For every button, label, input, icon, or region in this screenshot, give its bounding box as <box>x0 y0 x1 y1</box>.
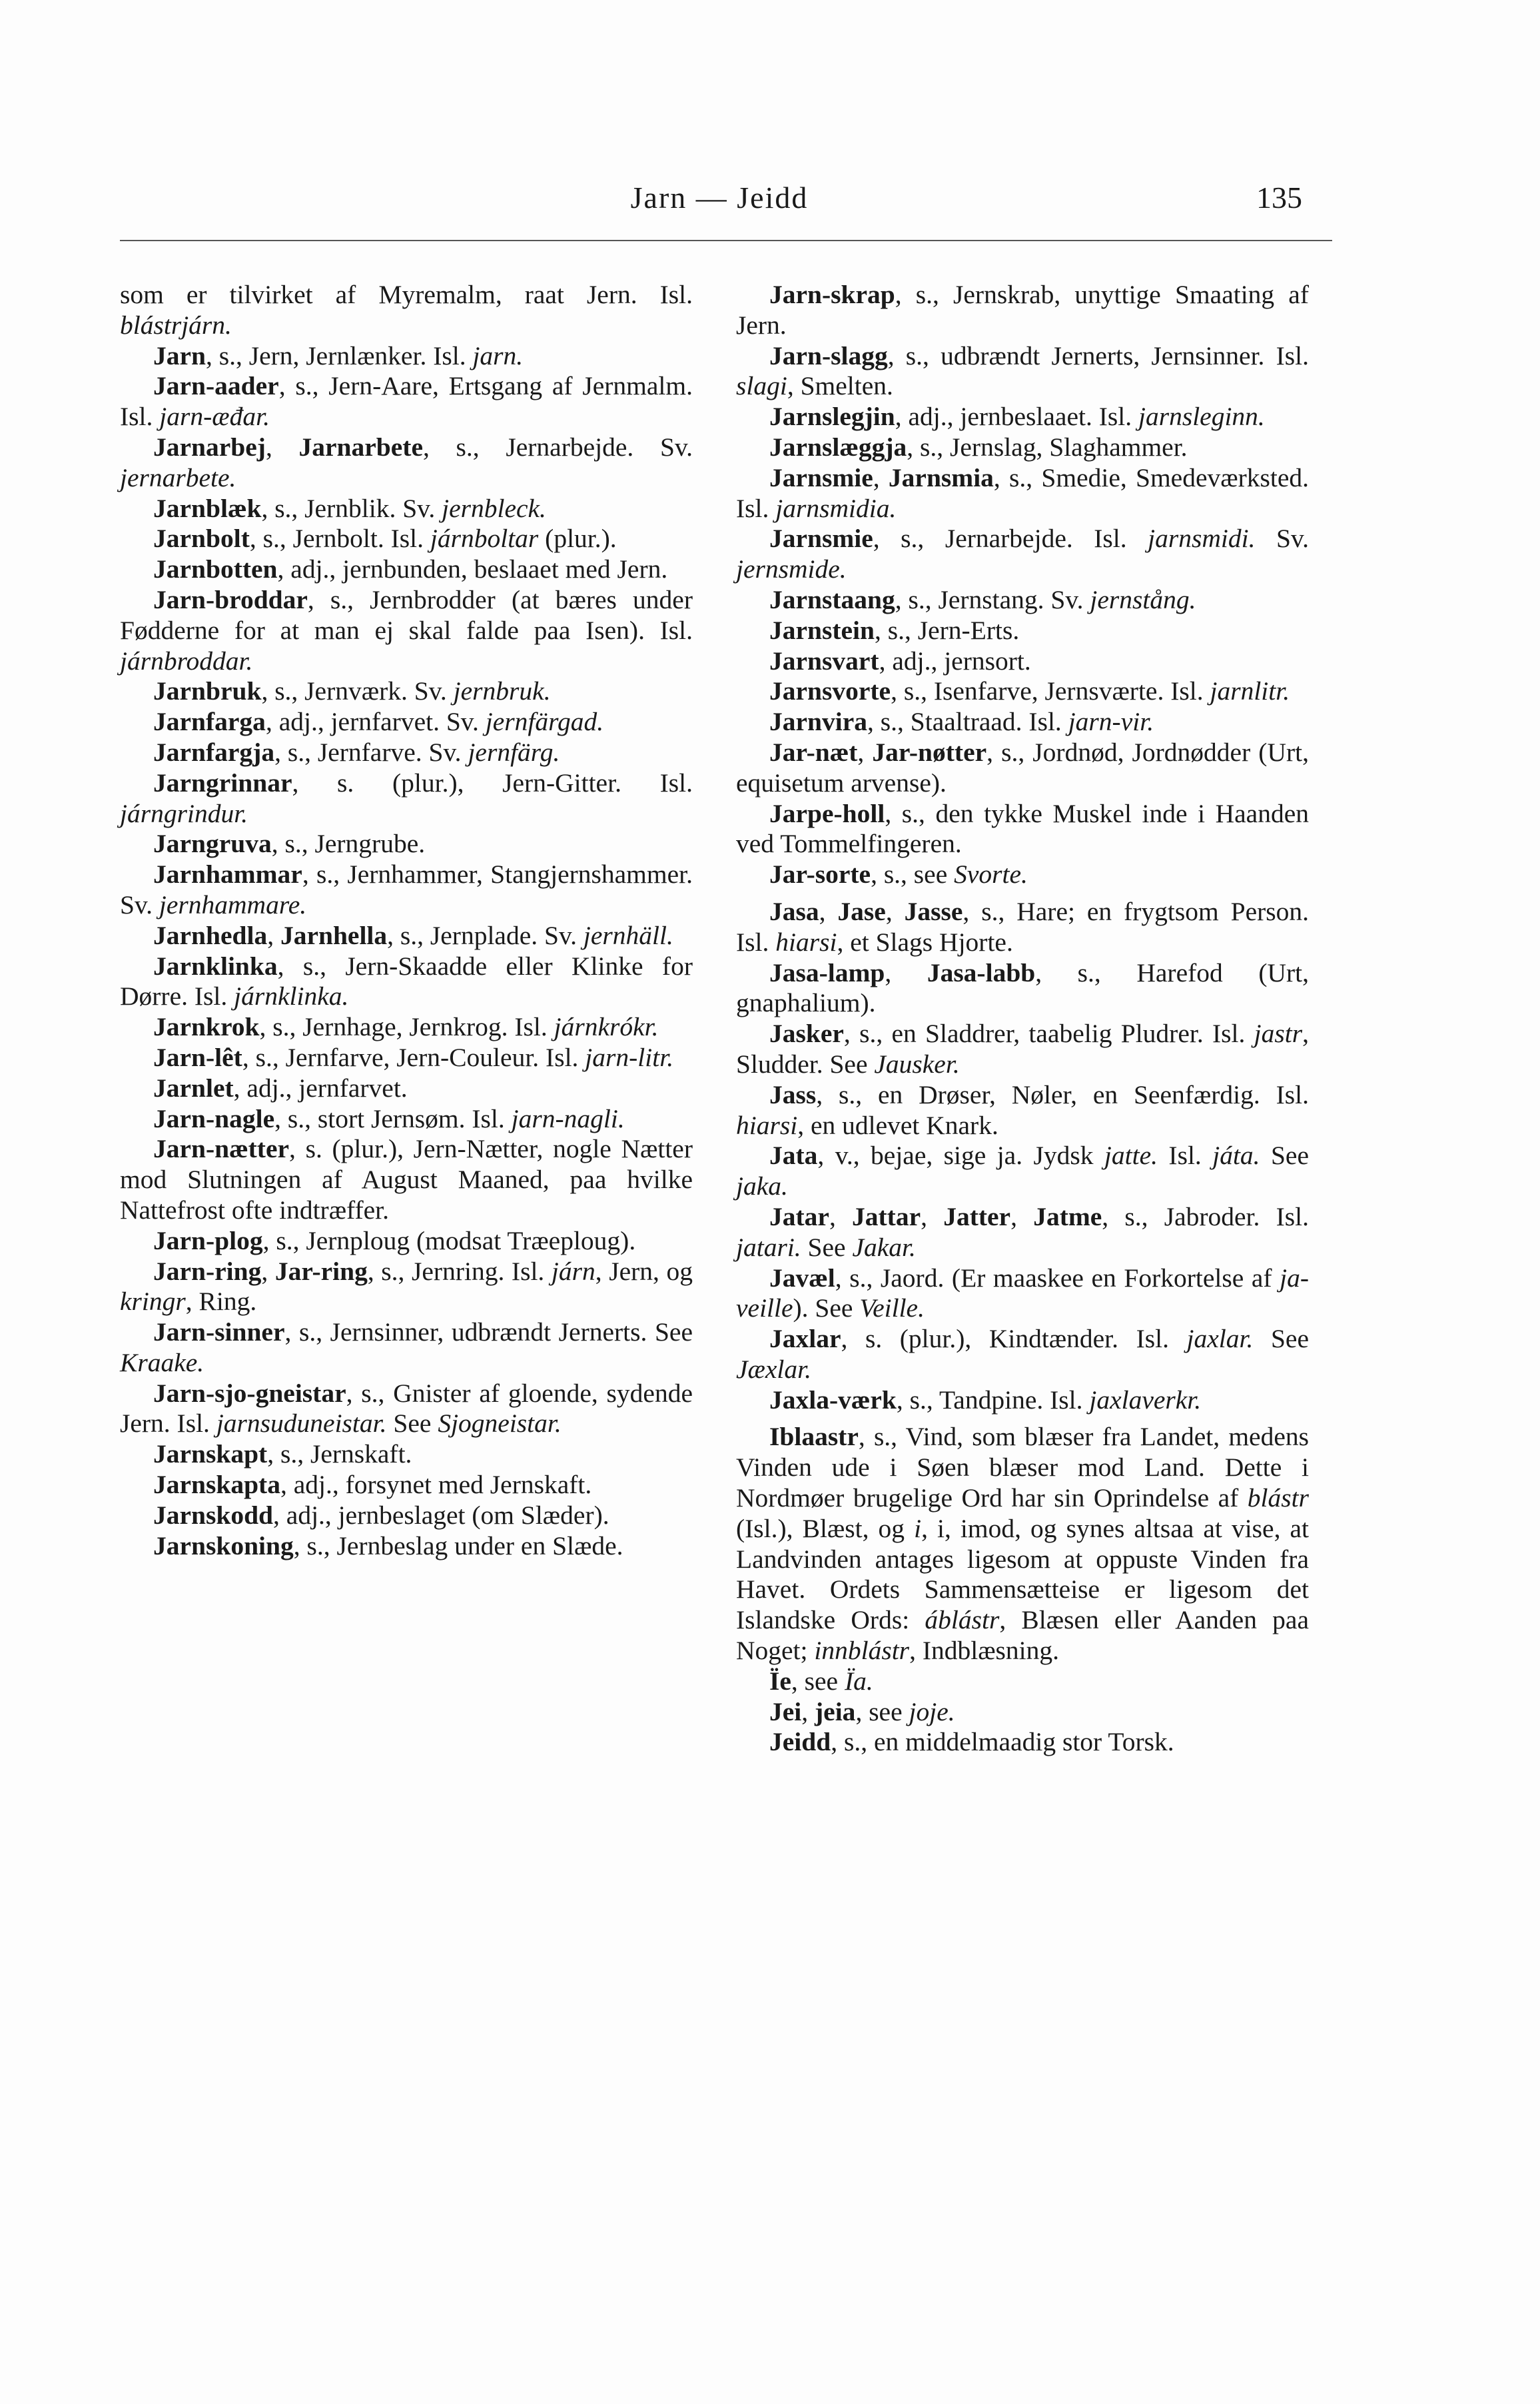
dictionary-entry <box>120 1501 693 1531</box>
entry-text: , s., den tykke Muskel inde i Haanden ved Tommelfingeren. <box>736 798 1309 859</box>
italic-term: járnklinka. <box>234 981 349 1011</box>
entry-text: , s. (plur.), Kindtænder. Isl. <box>841 1324 1187 1354</box>
entry-text: , s., en Sladdrer, taabelig Pludrer. Isl. <box>843 1019 1254 1049</box>
italic-term: blástr <box>1247 1483 1309 1513</box>
dictionary-entry <box>736 524 1309 585</box>
entry-text: , s., Jaord. (Er maaskee en Forkortelse af <box>835 1263 1280 1293</box>
headword: Jaxlar <box>769 1324 841 1354</box>
headword: Jarnskodd <box>153 1500 274 1530</box>
headword: Jarngrinnar <box>153 768 292 798</box>
entry-text: , <box>265 432 299 462</box>
entry-text: See <box>1253 1324 1309 1354</box>
headword: Jarpe-holl <box>769 798 885 828</box>
headword: Jarnstaang <box>769 584 895 614</box>
dictionary-entry <box>736 341 1309 402</box>
dictionary-entry <box>736 860 1309 890</box>
entry-text: , s., Jernfarve, Jern-Couleur. Isl. <box>242 1042 585 1072</box>
entry-text: , see <box>791 1666 845 1696</box>
italic-term: jernbleck. <box>442 493 546 523</box>
dictionary-entry <box>120 280 693 341</box>
header-rule <box>120 240 1332 241</box>
headword: Jarnstein <box>769 615 875 645</box>
headword: Jei <box>769 1696 802 1726</box>
entry-text: , s., Jernstang. Sv. <box>895 584 1090 614</box>
entry-text: , en udlevet Knark. <box>797 1110 998 1140</box>
dictionary-entry <box>736 1202 1309 1263</box>
entry-text: , s., Vind, som blæser fra Landet, medens Vinden ude i Søen blæser mod Land. Dette i Nordmøer brugelige Ord har sin Oprindelse af <box>736 1422 1309 1513</box>
entry-text: , s., Isenfarve, Jernsværte. Isl. <box>891 676 1210 706</box>
entry-text: Isl. <box>1158 1141 1213 1171</box>
italic-term: slagi <box>736 371 787 401</box>
headword: Jarnlet <box>153 1073 234 1103</box>
headword: Jarn-sjo-gneistar <box>153 1378 346 1408</box>
dictionary-entry <box>120 585 693 676</box>
dictionary-entry <box>120 1073 693 1104</box>
italic-term: Ïa. <box>844 1666 873 1696</box>
entry-text: , s., Jernring. Isl. <box>367 1256 552 1286</box>
dictionary-entry <box>120 1043 693 1073</box>
italic-term: Kraake. <box>120 1347 204 1377</box>
entry-text: , s., Staaltraad. Isl. <box>867 707 1068 737</box>
italic-term: joje. <box>909 1696 955 1726</box>
headword: Jarnsvorte <box>769 676 891 706</box>
entry-text: , s., Jernhammer, Stangjernshammer. Sv. <box>120 860 693 919</box>
italic-term: blástrjárn. <box>120 310 232 340</box>
entry-text: , s., en middelmaadig stor Torsk. <box>831 1727 1174 1757</box>
dictionary-entry <box>736 402 1309 432</box>
italic-term: jarnlitr. <box>1210 676 1290 706</box>
dictionary-entry <box>120 1104 693 1135</box>
dictionary-entry <box>120 371 693 432</box>
entry-text: , <box>267 920 280 950</box>
entry-text: , adj., jernfarvet. <box>233 1073 408 1103</box>
entry-text: , adj., jernfarvet. Sv. <box>265 707 486 737</box>
running-title: Jarn — Jeidd <box>630 181 809 215</box>
headword: Jarnbruk <box>153 676 262 706</box>
italic-term: ja-veille <box>736 1263 1309 1323</box>
headword: Jata <box>769 1141 818 1171</box>
headword: Jarn-nætter <box>153 1134 290 1164</box>
dictionary-entry <box>736 1727 1309 1758</box>
headword: Jaxla-værk <box>769 1385 897 1415</box>
headword: Jarnsmie <box>769 462 873 492</box>
dictionary-entry <box>120 554 693 585</box>
italic-term: játa. <box>1212 1141 1260 1171</box>
italic-term: járnboltar <box>430 524 539 554</box>
entry-text: See <box>801 1232 853 1262</box>
dictionary-entry <box>736 958 1309 1019</box>
italic-term: jatte. <box>1104 1141 1158 1171</box>
headword: Javæl <box>769 1263 835 1293</box>
headword: Iblaastr <box>769 1422 859 1452</box>
entry-text: , s., Jernbolt. Isl. <box>249 524 430 554</box>
entry-text: , <box>819 896 838 926</box>
headword: Jarnkrok <box>153 1012 260 1042</box>
entry-text: , s., Jernbrodder (at bæres under Fødderne for at man ej skal falde paa Isen). Isl. <box>120 584 693 645</box>
italic-term: jarn-litr. <box>585 1042 674 1072</box>
italic-term: jarnsmidi. <box>1148 524 1256 554</box>
dictionary-entry <box>736 1422 1309 1666</box>
page-number: 135 <box>1256 181 1302 215</box>
entry-text: See <box>1260 1141 1309 1171</box>
entry-text: ). See <box>793 1293 860 1323</box>
italic-term: jaxlar. <box>1186 1324 1254 1354</box>
entry-text: , s., Jernskrab, unyttige Smaating af Jern. <box>736 280 1309 340</box>
dictionary-entry <box>120 707 693 738</box>
italic-term: jarn. <box>472 340 524 370</box>
entry-text: , s., Jern-Aare, Ertsgang af Jernmalm. Isl. <box>120 371 693 432</box>
headword: Jasa <box>769 896 819 926</box>
headword: Jarn-sinner <box>153 1317 285 1347</box>
entry-text: , adj., jernbunden, beslaaet med Jern. <box>277 554 668 584</box>
dictionary-entry <box>736 280 1309 341</box>
dictionary-entry <box>736 897 1309 958</box>
dictionary-entry <box>736 1385 1309 1416</box>
italic-term: Jausker. <box>874 1049 960 1079</box>
entry-text: , s., Jern-Skaadde eller Klinke for Dørre. Isl. <box>120 951 693 1011</box>
entry-text: , s., Gnister af gloende, sydende Jern. Isl. <box>120 1378 693 1439</box>
dictionary-entry <box>120 1226 693 1257</box>
dictionary-entry <box>120 676 693 707</box>
italic-term: jarn-æđar. <box>159 402 270 432</box>
entry-text: , i, imod, og synes altsaa at vise, at Landvinden antages ligesom at oppuste Vinden fra Havet. Ordets Sammensætteise er ligesom det Islandske Ords: <box>736 1513 1309 1635</box>
entry-text: , <box>921 1201 944 1231</box>
headword: Jarngruva <box>153 829 272 859</box>
entry-text: , <box>829 1201 853 1231</box>
headword: Jarnhammar <box>153 860 302 890</box>
dictionary-entry <box>736 1666 1309 1697</box>
italic-term: jernfärgad. <box>485 707 604 737</box>
dictionary-entry <box>736 1019 1309 1080</box>
italic-term: hiarsi <box>736 1110 798 1140</box>
italic-term: kringr <box>120 1287 186 1317</box>
dictionary-entry <box>120 768 693 830</box>
dictionary-entry <box>736 1263 1309 1325</box>
italic-term: jarnsleginn. <box>1138 402 1265 432</box>
headword: Jeidd <box>769 1727 831 1757</box>
entry-text: , Sludder. See <box>736 1019 1309 1079</box>
dictionary-entry <box>120 1134 693 1225</box>
entry-text: , s., Jernarbejde. Sv. <box>422 432 693 462</box>
entry-text: , s., Tandpine. Isl. <box>896 1385 1090 1415</box>
dictionary-entry <box>120 921 693 951</box>
entry-text: , Smelten. <box>787 371 893 401</box>
entry-text: Sv. <box>1255 524 1310 554</box>
entry-text: , Ring. <box>185 1287 257 1317</box>
entry-text: , s., Jordnød, Jordnødder (Urt, equisetum arvense). <box>736 737 1309 798</box>
headword: Jasa-lamp <box>769 957 885 987</box>
italic-term: jernbruk. <box>453 676 551 706</box>
headword: Jar-ring <box>274 1256 368 1286</box>
entry-text: (plur.). <box>538 524 617 554</box>
dictionary-entry <box>736 463 1309 524</box>
dictionary-entry <box>736 616 1309 646</box>
headword: Jasa-labb <box>927 957 1036 987</box>
dictionary-entry <box>736 646 1309 677</box>
headword: Jatme <box>1033 1201 1102 1231</box>
entry-text: , adj., jernbeslaget (om Slæder). <box>273 1500 609 1530</box>
italic-term: járnbroddar. <box>120 646 253 676</box>
headword: Ïe <box>769 1666 791 1696</box>
headword: Jarnfargja <box>153 737 275 767</box>
headword: Jar-nøtter <box>872 737 987 767</box>
entry-text: , <box>873 462 889 492</box>
italic-term: Jæxlar. <box>736 1354 812 1384</box>
headword: Jass <box>769 1079 817 1109</box>
entry-text: , <box>857 737 873 767</box>
headword: Jarnhedla <box>153 920 268 950</box>
entry-text: , s., Jernhage, Jernkrog. Isl. <box>259 1012 554 1042</box>
italic-term: innblástr <box>814 1636 910 1666</box>
headword: Jarnskapta <box>153 1470 280 1500</box>
italic-term: járn <box>551 1256 595 1286</box>
entry-text: , s., Jernværk. Sv. <box>261 676 454 706</box>
headword: jeia <box>815 1696 856 1726</box>
entry-text: , s., Hare; en frygtsom Person. Isl. <box>736 896 1310 957</box>
dictionary-entry <box>736 738 1309 799</box>
italic-term: i <box>914 1513 922 1543</box>
italic-term: jarnsmidia. <box>775 493 897 523</box>
dictionary-entry <box>120 494 693 524</box>
headword: Jarnklinka <box>153 951 278 981</box>
dictionary-entry <box>120 1531 693 1562</box>
entry-text: , Jern, og <box>595 1256 693 1286</box>
entry-text: som er tilvirket af Myremalm, raat Jern. Isl. <box>120 280 693 309</box>
left-column <box>120 280 693 1561</box>
headword: Jasse <box>904 896 963 926</box>
entry-text: (Isl.), Blæst, og <box>736 1513 915 1543</box>
dictionary-entry <box>736 676 1309 707</box>
entry-text: , s., Jern, Jernlænker. Isl. <box>206 340 473 370</box>
headword: Jarnblæk <box>153 493 262 523</box>
entry-text: , s., Jernblik. Sv. <box>261 493 442 523</box>
headword: Jarn-plog <box>153 1225 263 1255</box>
page-header <box>120 180 1319 233</box>
headword: Jar-sorte <box>769 860 871 890</box>
dictionary-entry <box>736 1324 1309 1385</box>
headword: Jarnhella <box>280 920 388 950</box>
dictionary-entry <box>736 1697 1309 1728</box>
italic-term: jarn-vir. <box>1068 707 1154 737</box>
dictionary-entry <box>120 1257 693 1318</box>
entry-text: , <box>885 896 905 926</box>
dictionary-entry <box>120 1012 693 1043</box>
entry-text: , <box>261 1256 275 1286</box>
dictionary-entry <box>120 1379 693 1440</box>
headword: Jarnbolt <box>153 524 250 554</box>
entry-text: , <box>885 957 927 987</box>
italic-term: jernarbete. <box>120 462 236 492</box>
italic-term: áblástr <box>925 1605 1000 1635</box>
entry-text: , s., Jernbeslag under en Slæde. <box>293 1530 623 1560</box>
headword: Jarn-aader <box>153 371 279 401</box>
headword: Jarnbotten <box>153 554 278 584</box>
entry-text: , s., Jernplade. Sv. <box>387 920 583 950</box>
headword: Jarn-slagg <box>769 340 888 370</box>
entry-text: , <box>801 1696 815 1726</box>
headword: Jasker <box>769 1019 844 1049</box>
dictionary-entry <box>120 860 693 921</box>
entry-text: , s., see <box>871 860 955 890</box>
entry-text: , s., Jernfarve. Sv. <box>274 737 468 767</box>
headword: Jarn <box>153 340 206 370</box>
headword: Jarnskoning <box>153 1530 294 1560</box>
headword: Jarnsvart <box>769 646 879 676</box>
italic-term: jatari. <box>736 1232 801 1262</box>
headword: Jase <box>837 896 886 926</box>
entry-text: , adj., forsynet med Jernskaft. <box>280 1470 592 1500</box>
entry-text: See <box>386 1409 438 1439</box>
dictionary-entry <box>736 1080 1309 1141</box>
italic-term: jastr <box>1254 1019 1303 1049</box>
entry-text: , s., Jabroder. Isl. <box>1102 1201 1309 1231</box>
headword: Jarn-skrap <box>769 280 895 309</box>
headword: Jarn-lêt <box>153 1042 242 1072</box>
headword: Jarnsmia <box>888 462 994 492</box>
dictionary-entry <box>120 951 693 1013</box>
entry-text: , <box>1010 1201 1034 1231</box>
italic-term: jarnsuduneistar. <box>216 1409 387 1439</box>
headword: Jarnslegjin <box>769 402 895 432</box>
headword: Jarnsmie <box>769 524 873 554</box>
italic-term: jernfärg. <box>468 737 560 767</box>
italic-term: Jakar. <box>852 1232 916 1262</box>
headword: Jattar <box>852 1201 921 1231</box>
entry-text: , s., stort Jernsøm. Isl. <box>274 1103 512 1133</box>
italic-term: jernhammare. <box>159 890 307 919</box>
italic-term: Sjogneistar. <box>438 1409 562 1439</box>
dictionary-entry <box>120 738 693 768</box>
entry-text: , s., Jerngrube. <box>271 829 426 859</box>
dictionary-entry <box>120 829 693 860</box>
right-column <box>736 280 1309 1758</box>
headword: Jar-næt <box>769 737 858 767</box>
italic-term: jarn-nagli. <box>511 1103 625 1133</box>
headword: Jarnarbete <box>298 432 423 462</box>
italic-term: hiarsi <box>775 927 837 957</box>
dictionary-entry <box>120 1470 693 1501</box>
entry-text: , s., en Drøser, Nøler, en Seenfærdig. Isl. <box>816 1079 1309 1109</box>
headword: Jarnarbej <box>153 432 266 462</box>
headword: Jarn-broddar <box>153 584 308 614</box>
entry-text: , s., Jernploug (modsat Træeploug). <box>262 1225 636 1255</box>
entry-text: , s., udbrændt Jernerts, Jernsinner. Isl. <box>887 340 1309 370</box>
italic-term: jernhäll. <box>583 920 673 950</box>
entry-text: , v., bejae, sige ja. Jydsk <box>817 1141 1104 1171</box>
headword: Jarnslæggja <box>769 432 907 462</box>
dictionary-entry <box>736 585 1309 616</box>
entry-text: , s., Harefod (Urt, gnaphalium). <box>736 957 1310 1018</box>
dictionary-entry <box>120 432 693 494</box>
italic-term: jernstång. <box>1090 584 1196 614</box>
dictionary-entry <box>120 1317 693 1379</box>
dictionary-entry <box>120 1439 693 1470</box>
headword: Jarnvira <box>769 707 868 737</box>
italic-term: jaka. <box>736 1171 788 1201</box>
entry-text: , Blæsen eller Aanden paa Noget; <box>736 1605 1309 1666</box>
dictionary-entry <box>736 799 1309 860</box>
dictionary-entry <box>736 432 1309 463</box>
italic-term: járngrindur. <box>120 798 248 828</box>
entry-text: , s., Jernskaft. <box>267 1439 412 1469</box>
entry-text: , s., Jernsinner, udbrændt Jernerts. See <box>284 1317 693 1347</box>
entry-text: , et Slags Hjorte. <box>837 927 1013 957</box>
headword: Jarn-nagle <box>153 1103 275 1133</box>
dictionary-entry <box>120 524 693 554</box>
italic-term: Svorte. <box>954 860 1028 890</box>
headword: Jarnfarga <box>153 707 266 737</box>
entry-text: , s. (plur.), Jern-Gitter. Isl. <box>292 768 693 798</box>
italic-term: jaxlaverkr. <box>1089 1385 1202 1415</box>
headword: Jatar <box>769 1201 829 1231</box>
entry-text: , s. (plur.), Jern-Nætter, nogle Nætter mod Slutningen af August Maaned, paa hvilke Nattefrost ofte indtræffer. <box>120 1134 693 1225</box>
entry-text: , s., Jernarbejde. Isl. <box>873 524 1148 554</box>
entry-text: , Indblæsning. <box>909 1636 1060 1666</box>
entry-text: , adj., jernsort. <box>879 646 1031 676</box>
italic-term: Veille. <box>859 1293 925 1323</box>
headword: Jarnskapt <box>153 1439 268 1469</box>
italic-term: járnkrókr. <box>554 1012 659 1042</box>
dictionary-entry <box>120 341 693 372</box>
entry-text: , s., Smedie, Smedeværksted. Isl. <box>736 462 1309 523</box>
dictionary-entry <box>736 1141 1309 1202</box>
headword: Jatter <box>943 1201 1011 1231</box>
entry-text: , s., Jernslag, Slaghammer. <box>907 432 1188 462</box>
italic-term: jernsmide. <box>736 554 847 584</box>
dictionary-entry <box>736 707 1309 738</box>
headword: Jarn-ring <box>153 1256 262 1286</box>
entry-text: , see <box>855 1696 909 1726</box>
entry-text: , adj., jernbeslaaet. Isl. <box>895 402 1138 432</box>
entry-text: , s., Jern-Erts. <box>875 615 1020 645</box>
